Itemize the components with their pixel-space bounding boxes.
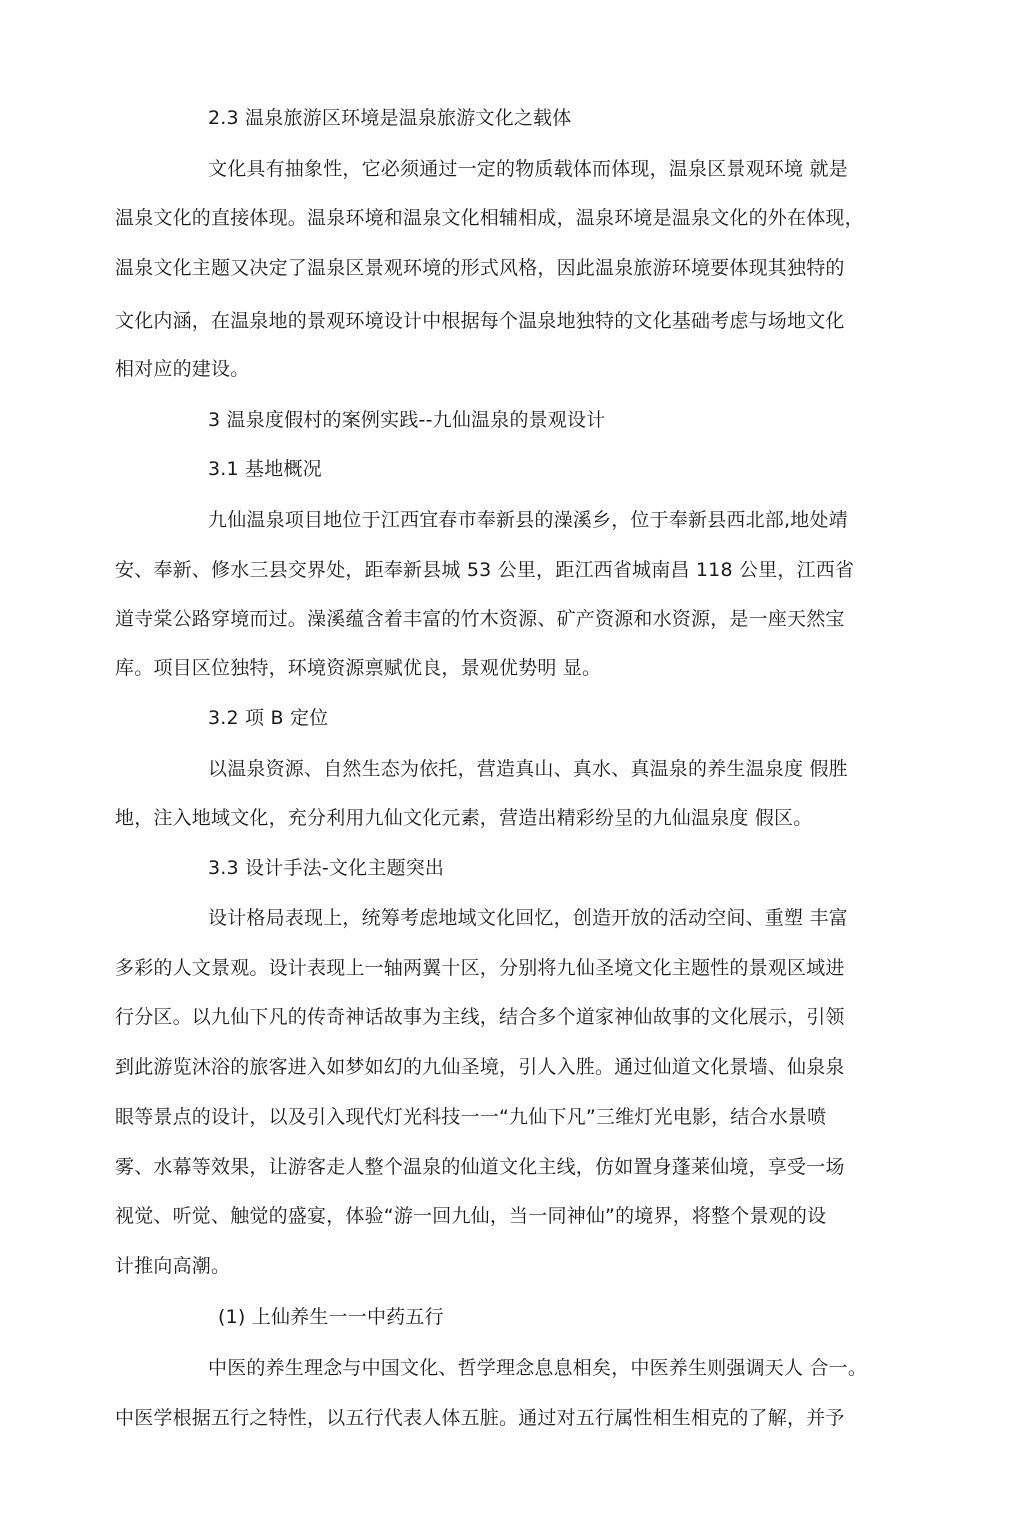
heading-3-3: 3.3 设计手法-文化主题突出 — [208, 857, 445, 879]
paragraph-line: 温泉文化的直接体现。温泉环境和温泉文化相辅相成，温泉环境是温泉文化的外在体现， — [115, 207, 864, 229]
paragraph-line: 中医的养生理念与中国文化、哲学理念息息相矣，中医养生则强调天人 合一。 — [208, 1357, 868, 1379]
paragraph-line: 计推向高潮。 — [115, 1255, 231, 1277]
paragraph-line: 道寺棠公路穿境而过。澡溪蕴含着丰富的竹木资源、矿产资源和水资源，是一座天然宝 — [115, 608, 845, 630]
paragraph-line: 文化具有抽象性，它必须通过一定的物质载体而体现，温泉区景观环境 就是 — [208, 158, 848, 180]
paragraph-line: 温泉文化主题又决定了温泉区景观环境的形式风格，因此温泉旅游环境要体现其独特的 — [115, 257, 845, 279]
paragraph-line: 到此游览沐浴的旅客进入如梦如幻的九仙圣境，引人入胜。通过仙道文化景墙、仙泉泉 — [115, 1056, 845, 1078]
paragraph-line: 行分区。以九仙下凡的传奇神话故事为主线，结合多个道家神仙故事的文化展示，引领 — [115, 1006, 845, 1028]
heading-3-1: 3.1 基地概况 — [208, 458, 322, 480]
paragraph-line: 安、奉新、修水三县交界处，距奉新县城 53 公里，距江西省城南昌 118 公里，江西省 — [115, 559, 855, 581]
heading-3: 3 温泉度假村的案例实践--九仙温泉的景观设计 — [208, 409, 606, 431]
paragraph-line: 地，注入地域文化，充分利用九仙文化元素，营造出精彩纷呈的九仙温泉度 假区。 — [115, 807, 813, 829]
paragraph-line: 雾、水幕等效果，让游客走人整个温泉的仙道文化主线，仿如置身蓬莱仙境，享受一场 — [115, 1156, 845, 1178]
paragraph-line: 以温泉资源、自然生态为依托，营造真山、真水、真温泉的养生温泉度 假胜 — [208, 758, 848, 780]
paragraph-line: 视觉、听觉、触觉的盛宴，体验“游一回九仙，当一同神仙”的境界，将整个景观的设 — [115, 1205, 827, 1227]
paragraph-line: 眼等景点的设计，以及引入现代灯光科技一一“九仙下凡”三维灯光电影，结合水景喷 — [115, 1106, 827, 1128]
list-item-heading: (1) 上仙养生一一中药五行 — [218, 1306, 444, 1328]
paragraph-line: 设计格局表现上，统筹考虑地域文化回忆，创造开放的活动空间、重塑 丰富 — [208, 907, 848, 929]
paragraph-line: 中医学根据五行之特性，以五行代表人体五脏。通过对五行属性相生相克的了解，并予 — [115, 1407, 845, 1429]
heading-2-3: 2.3 温泉旅游区环境是温泉旅游文化之载体 — [208, 107, 572, 129]
paragraph-line: 相对应的建设。 — [115, 358, 250, 380]
paragraph-line: 库。项目区位独特，环境资源禀赋优良，景观优势明 显。 — [115, 657, 602, 679]
heading-3-2: 3.2 项 B 定位 — [208, 707, 329, 729]
paragraph-line: 多彩的人文景观。设计表现上一轴两翼十区，分别将九仙圣境文化主题性的景观区域进 — [115, 957, 845, 979]
paragraph-line: 文化内涵，在温泉地的景观环境设计中根据每个温泉地独特的文化基础考虑与场地文化 — [115, 310, 845, 332]
paragraph-line: 九仙温泉项目地位于江西宜春市奉新县的澡溪乡，位于奉新县西北部,地处靖 — [208, 509, 848, 531]
